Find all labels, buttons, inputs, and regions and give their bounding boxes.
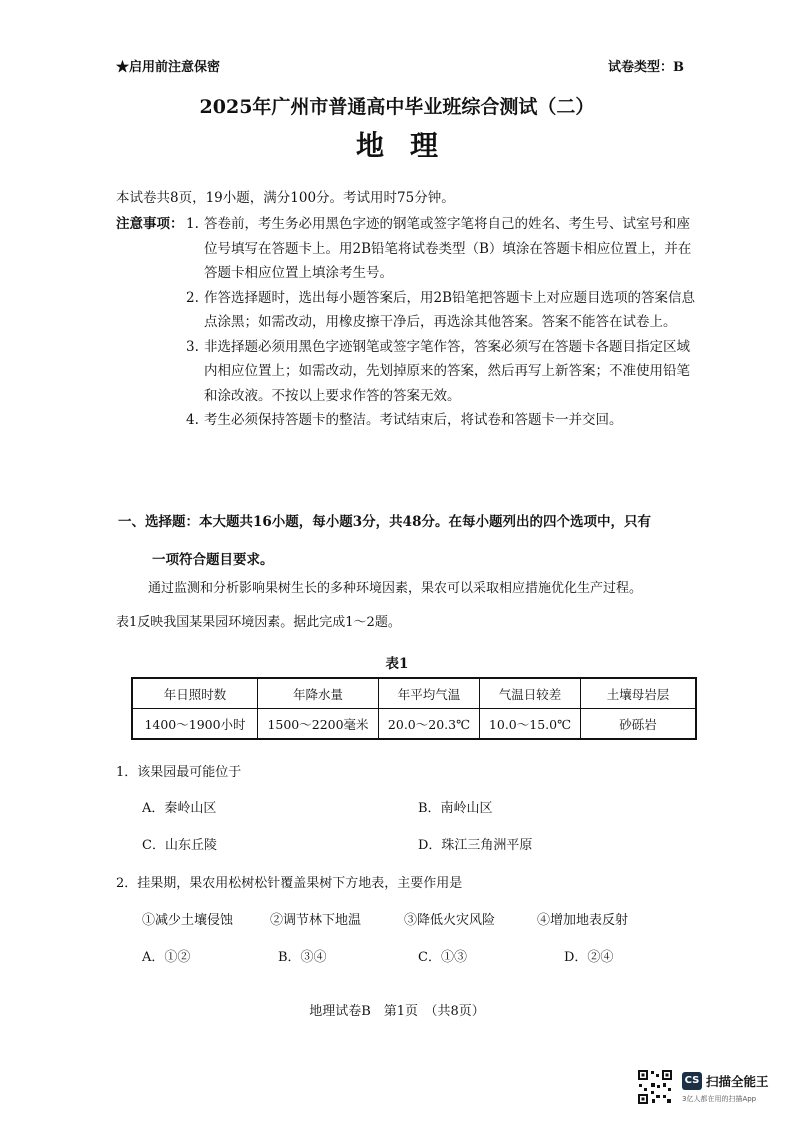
camscanner-tagline: 3亿人都在用的扫描App [682,1095,757,1103]
notice-list [186,212,696,433]
notice-item [186,335,696,409]
notice-text: 考生必须保持答题卡的整洁。考试结束后，将试卷和答题卡一并交回。 [204,412,623,428]
section-heading-line1: 一、选择题：本大题共16小题，每小题3分，共48分。在每小题列出的四个选项中，只有 [118,514,651,530]
section-heading [118,503,708,579]
table-cell: 砂砾岩 [581,709,697,740]
camscanner-logo-icon: CS [682,1072,702,1090]
passage-paragraph: 通过监测和分析影响果树生长的多种环境因素，果农可以采取相应措施优化生产过程。 [148,581,643,596]
exam-intro: 本试卷共8页，19小题，满分100分。考试用时75分钟。 [116,190,455,206]
notice-number: 2. [186,289,199,306]
q1-option-c: C．山东丘陵 [142,838,217,853]
notice-item [186,408,696,433]
q2-option-a: A．①② [142,950,191,965]
subject-title: 地理 [355,129,464,162]
table-cell: 1500～2200毫米 [258,709,379,740]
q1-option-d: D．珠江三角洲平原 [418,838,533,853]
confidential-note: ★启用前注意保密 [116,60,221,75]
q2-item: ①减少土壤侵蚀 [142,913,234,928]
page-footer: 地理试卷B 第1页 （共8页） [309,1004,485,1019]
q1-option-a: A．秦岭山区 [142,801,217,816]
passage [116,572,716,640]
exam-title: 2025年广州市普通高中毕业班综合测试（二） [199,96,595,118]
question-1-stem: 1．该果园最可能位于 [116,765,242,780]
table-header-cell: 年平均气温 [379,678,480,709]
passage-paragraph: 表1反映我国某果园环境因素。据此完成1～2题。 [116,615,401,630]
qr-code-icon [637,1069,673,1105]
notice-text: 答卷前，考生务必用黑色字迹的钢笔或签字笔将自己的姓名、考生号、试室号和座位号填写在答题卡上。用2B铅笔将试卷类型（B）填涂在答题卡相应位置上，并在答题卡相应位置上填涂考生号。 [204,216,692,281]
q2-option-d: D．②④ [564,950,614,965]
notice-number: 4. [186,412,199,428]
table-row [132,709,696,740]
camscanner-name: 扫描全能王 [706,1074,769,1089]
notice-number: 1. [186,216,199,232]
notice-item [186,212,696,286]
q2-option-b: B．③④ [278,950,327,965]
table-header-cell: 土壤母岩层 [581,678,697,709]
notice-item [186,286,696,335]
q2-item: ④增加地表反射 [537,913,629,928]
q2-option-c: C．①③ [418,950,467,965]
table-caption: 表1 [385,656,409,672]
notice-label: 注意事项： [116,216,184,232]
table-header-cell: 年日照时数 [132,678,258,709]
q2-item: ③降低火灾风险 [404,913,496,928]
notice-text: 非选择题必须用黑色字迹钢笔或签字笔作答，答案必须写在答题卡各题目指定区域内相应位置上；如需改动，先划掉原来的答案，然后再写上新答案；不准使用铅笔和涂改液。不按以上要求作答的答案无效。 [204,338,690,404]
paper-type: 试卷类型：B [608,60,684,75]
section-heading-line2: 一项符合题目要求。 [152,552,274,568]
q2-item: ②调节林下地温 [270,913,362,928]
notice-text: 作答选择题时，选出每小题答案后，用2B铅笔把答题卡上对应题目选项的答案信息点涂黑；如需改动，用橡皮擦干净后，再选涂其他答案。答案不能答在试卷上。 [204,289,696,330]
table-cell: 1400～1900小时 [132,709,258,740]
table-header-cell: 气温日较差 [480,678,581,709]
notice-number: 3. [186,338,199,355]
table-cell: 10.0～15.0℃ [480,709,581,740]
environment-table [131,677,697,740]
table-header-cell: 年降水量 [258,678,379,709]
question-2-stem: 2．挂果期，果农用松树松针覆盖果树下方地表，主要作用是 [116,876,463,891]
table-header-row [132,678,696,709]
q1-option-b: B．南岭山区 [418,801,493,816]
table-cell: 20.0～20.3℃ [379,709,480,740]
